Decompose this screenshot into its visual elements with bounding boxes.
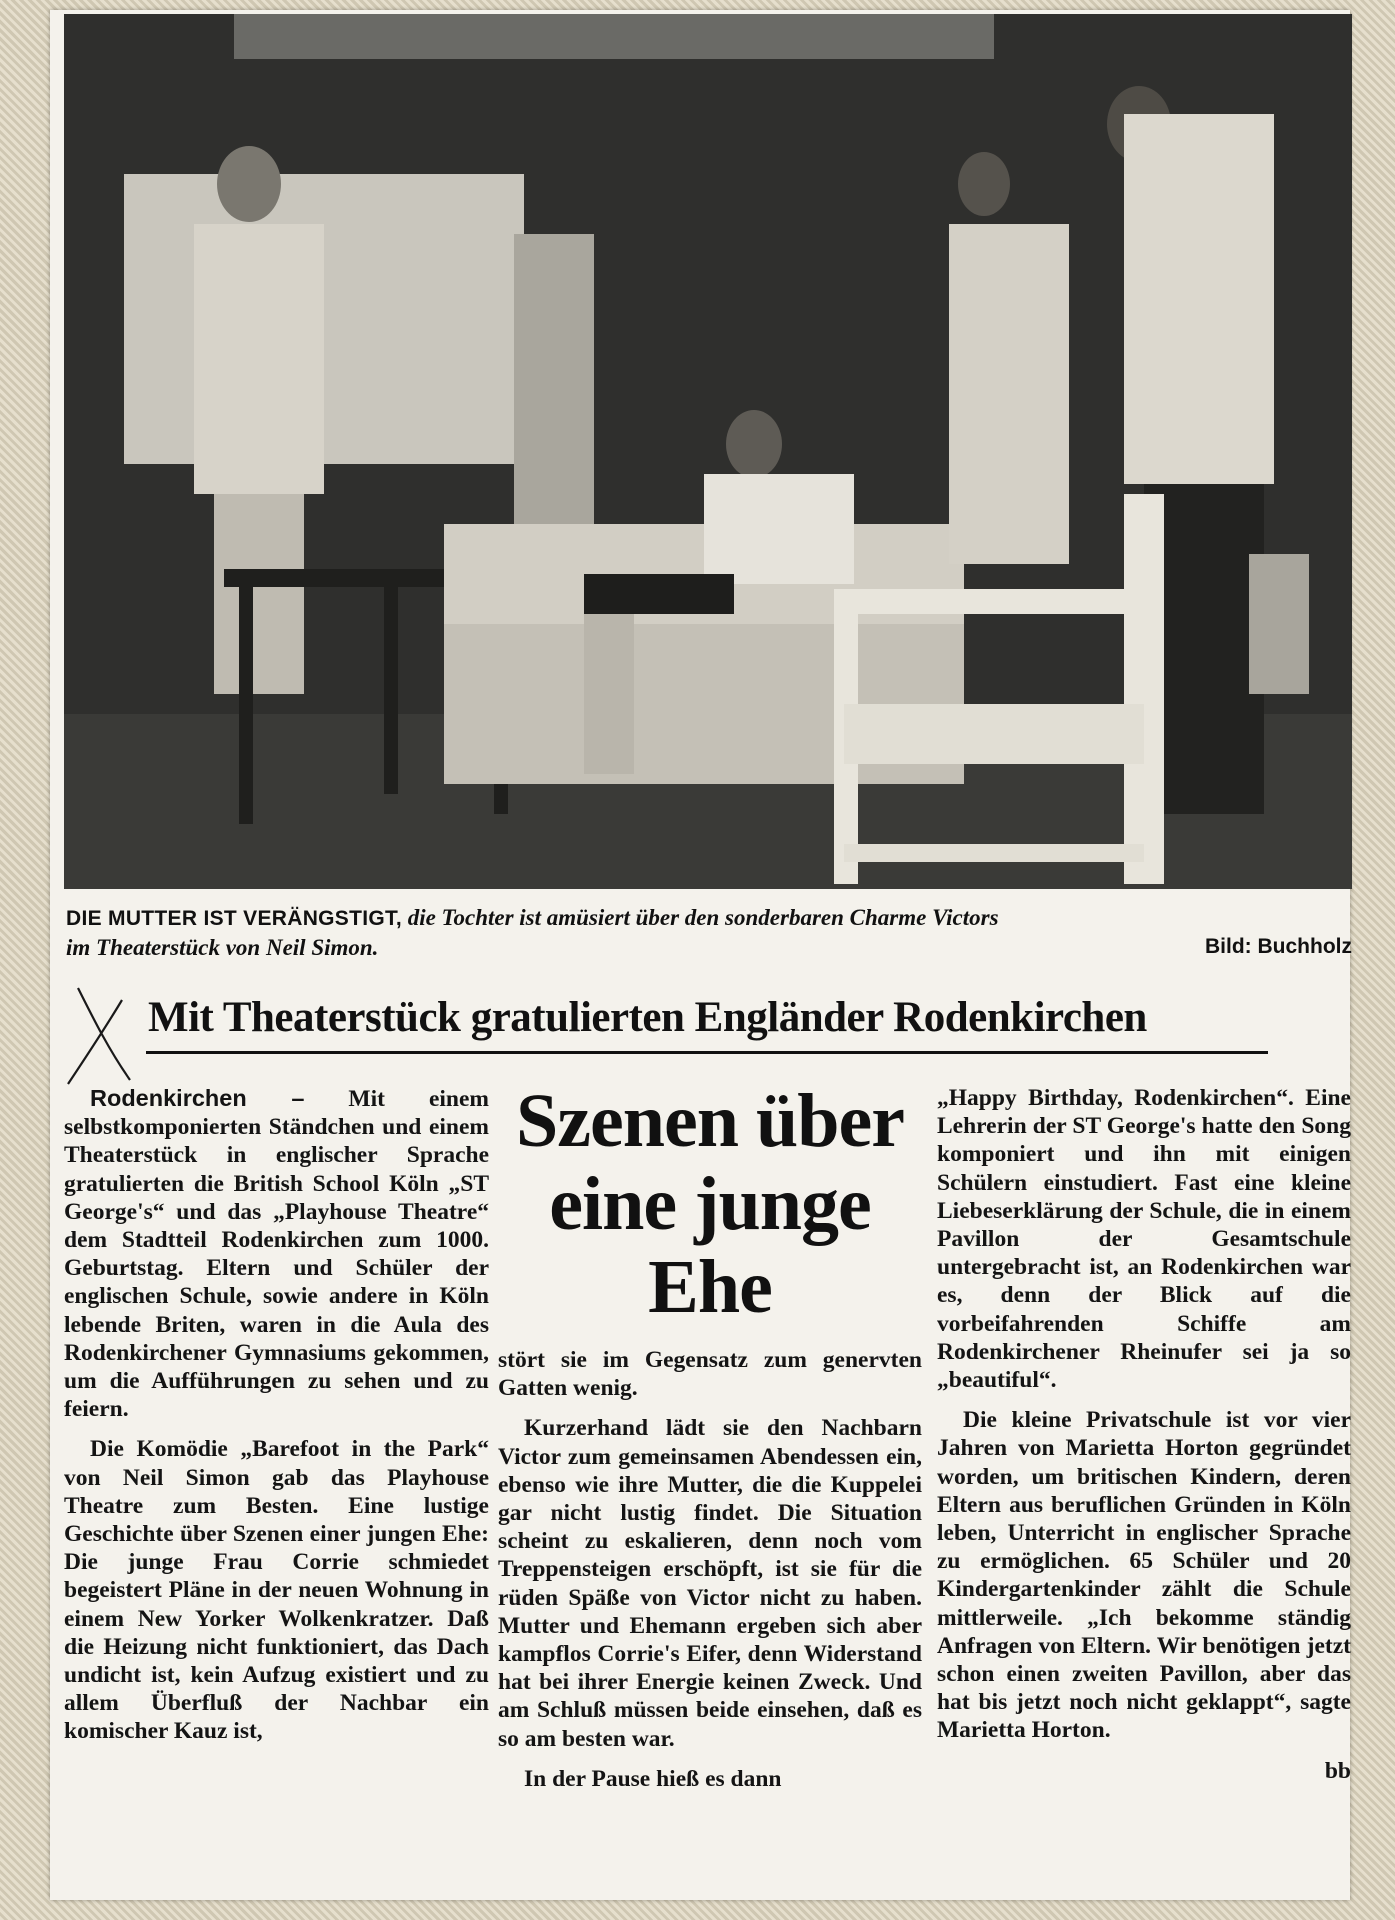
dateline: Rodenkirchen – bbox=[90, 1085, 305, 1111]
article-subheadline: Szenen über eine junge Ehe bbox=[516, 1079, 904, 1329]
column3-paragraph-1: „Happy Birthday, Rodenkirchen“. Eine Lehrerin der ST George's hatte den Song komponiert und ihn mit einigen Schülern einstudiert. Fast eine kleine Liebeserklärung der Schule, die in einem Pavillon der Gesamtschule untergebracht ist, an Rodenkirchen war es, denn der Blick auf die vorbeifahrenden Schiffe am Rodenkirchener Rheinufer sei ja so „beautiful“. bbox=[937, 1085, 1351, 1394]
column2-paragraph-3: In der Pause hieß es dann bbox=[524, 1765, 782, 1792]
column2-paragraph-1: stört sie im Gegensatz zum genervten Gatten wenig. bbox=[498, 1347, 922, 1402]
photo-credit: Bild: Buchholz bbox=[1205, 935, 1352, 958]
photo-caption bbox=[66, 903, 1352, 962]
author-signature: bb bbox=[1324, 1757, 1351, 1784]
newspaper-clipping bbox=[50, 10, 1350, 1900]
headline-rule bbox=[146, 1051, 1268, 1054]
column3-paragraph-2: Die kleine Privatschule ist vor vier Jahren von Marietta Horton gegründet worden, um britischen Kindern, deren Eltern aus beruflichen Gründen in Köln leben, Unterricht in englischer Sprache zu ermöglichen. 65 Schüler und 20 Kindergartenkinder zählt die Schule mittlerweile. „Ich bekomme ständig Anfragen von Eltern. Wir benötigen jetzt schon einen zweiten Pavillon, aber das hat bis jetzt noch nicht geklappt“, sagte Marietta Horton. bbox=[937, 1407, 1351, 1744]
caption-text-line2: im Theaterstück von Neil Simon. bbox=[66, 935, 379, 960]
column1-paragraph-2: Die Komödie „Barefoot in the Park“ von Neil Simon gab das Playhouse Theatre zum Besten. Eine lustige Geschichte über Szenen einer jungen Ehe: Die junge Frau Corrie schmiedet begeistert Pläne in der neuen Wohnung in einem New Yorker Wolkenkratzer. Daß die Heizung nicht funktioniert, das Dach undicht ist, kein Aufzug existiert und zu allem Überfluß der Nachbar ein komischer Kauz ist, bbox=[64, 1436, 489, 1745]
article-headline: Mit Theaterstück gratulierten Engländer Rodenkirchen bbox=[148, 994, 1147, 1041]
stage-photo bbox=[64, 14, 1352, 889]
caption-text-line1: die Tochter ist amüsiert über den sonderbaren Charme Victors bbox=[407, 905, 999, 930]
column1-text-1: Mit einem selbstkomponierten Ständchen und einem Theaterstück in englischer Sprache gratulierten die British School Köln „ST George's“ und das „Playhouse Theatre“ dem Stadtteil Rodenkirchen zum 1000. Geburtstag. Eltern und Schüler der englischen Schule, sowie andere in Köln lebende Briten, waren in die Aula des Rodenkirchener Gymnasiums gekommen, um die Aufführungen zu sehen und zu feiern. bbox=[64, 1086, 489, 1423]
article-column-3 bbox=[937, 1084, 1351, 1785]
handwritten-cross-mark bbox=[64, 980, 134, 1090]
column2-paragraph-2: Kurzerhand lädt sie den Nachbarn Victor zum gemeinsamen Abendessen ein, ebenso wie ihre Mutter, die die Kuppelei gar nicht lustig findet. Die Situation scheint zu eskalieren, denn noch vom Treppensteigen erschöpft, ist sie für die rüden Späße von Victor nicht zu haben. Mutter und Ehemann ergeben sich aber kampflos Corrie's Eifer, denn Widerstand hat bei ihrer Energie keinen Zweck. Und am Schluß müssen beide einsehen, daß es so am besten war. bbox=[498, 1415, 922, 1752]
column1-paragraph-1 bbox=[64, 1084, 489, 1423]
caption-lead: DIE MUTTER IST VERÄNGSTIGT, bbox=[66, 907, 402, 930]
article-column-2 bbox=[498, 1346, 922, 1805]
article-column-1 bbox=[64, 1084, 489, 1758]
stage-photo-illustration bbox=[64, 14, 1352, 889]
